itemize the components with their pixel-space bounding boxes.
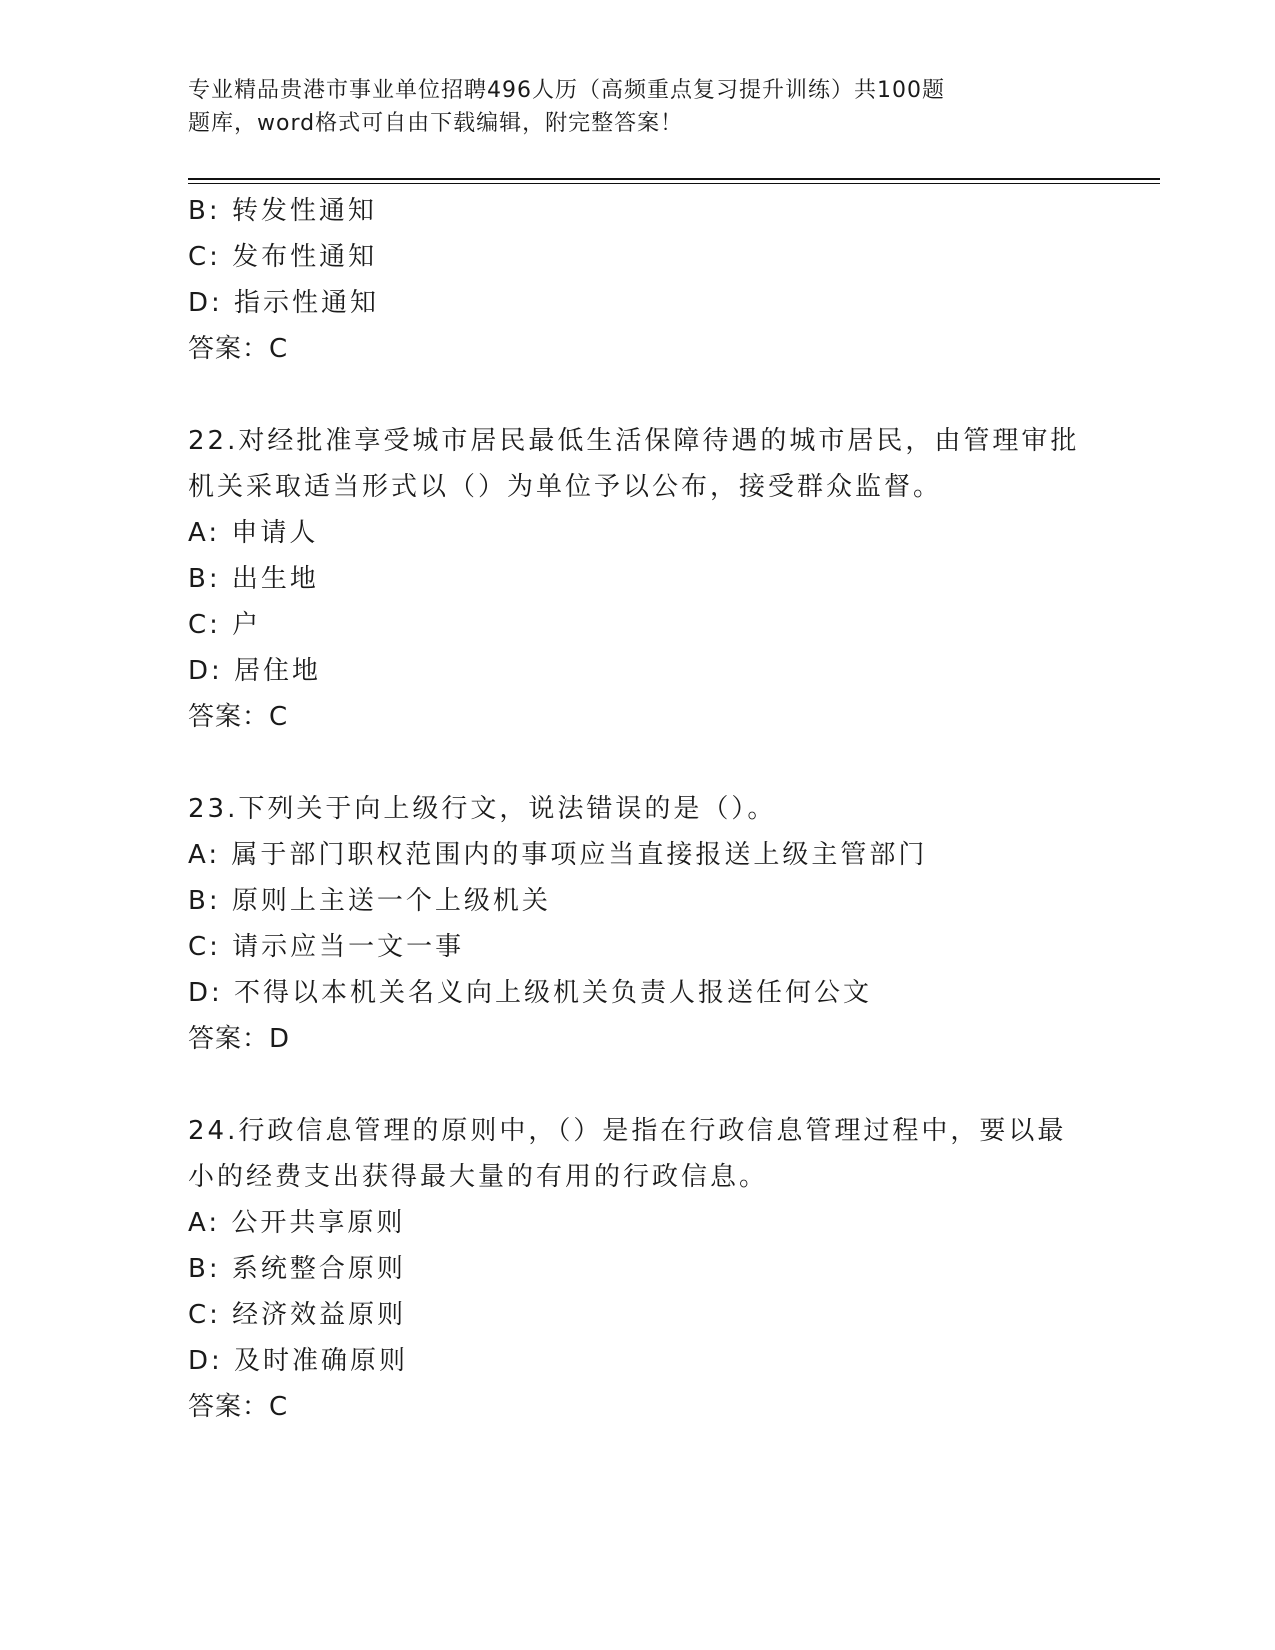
option-a: A: 公开共享原则 (188, 1208, 406, 1238)
option-d: D: 指示性通知 (188, 288, 380, 318)
option-c: C: 经济效益原则 (188, 1300, 407, 1330)
option-b: B: 系统整合原则 (188, 1254, 406, 1284)
document-header (188, 74, 1048, 140)
header-line-2: 题库，word格式可自由下载编辑，附完整答案！ (188, 111, 684, 136)
option-b: B: 原则上主送一个上级机关 (188, 886, 551, 916)
option-c: C: 发布性通知 (188, 242, 378, 272)
question-stem (188, 786, 1088, 832)
stem-line-1: 22.对经批准享受城市居民最低生活保障待遇的城市居民，由管理审批 (188, 426, 1080, 456)
question-stem (188, 1108, 1088, 1200)
question-stem (188, 418, 1088, 510)
spacer (188, 1062, 1088, 1108)
stem-line-1: 24.行政信息管理的原则中，（）是指在行政信息管理过程中，要以最 (188, 1116, 1067, 1146)
option-c: C: 户 (188, 610, 262, 640)
answer: 答案：D (188, 1024, 291, 1054)
option-b: B: 出生地 (188, 564, 319, 594)
stem-line-1: 23.下列关于向上级行文，说法错误的是（）。 (188, 794, 777, 824)
spacer (188, 740, 1088, 786)
option-a: A: 申请人 (188, 518, 319, 548)
option-d: D: 及时准确原则 (188, 1346, 409, 1376)
option-a: A: 属于部门职权范围内的事项应当直接报送上级主管部门 (188, 840, 928, 870)
option-d: D: 不得以本机关名义向上级机关负责人报送任何公文 (188, 978, 873, 1008)
question-content (188, 188, 1088, 1430)
spacer (188, 372, 1088, 418)
header-divider-thick (188, 178, 1160, 180)
question-21 (188, 188, 1088, 372)
option-b: B: 转发性通知 (188, 196, 377, 226)
option-c: C: 请示应当一文一事 (188, 932, 465, 962)
stem-line-2: 小的经费支出获得最大量的有用的行政信息。 (188, 1162, 769, 1192)
header-divider-thin (188, 183, 1160, 184)
header-line-1: 专业精品贵港市事业单位招聘496人历（高频重点复习提升训练）共100题 (188, 78, 945, 103)
stem-line-2: 机关采取适当形式以（）为单位予以公布，接受群众监督。 (188, 472, 943, 502)
answer: 答案：C (188, 334, 289, 364)
answer: 答案：C (188, 1392, 289, 1422)
question-22 (188, 418, 1088, 740)
answer: 答案：C (188, 702, 289, 732)
question-23 (188, 786, 1088, 1062)
question-24 (188, 1108, 1088, 1430)
option-d: D: 居住地 (188, 656, 322, 686)
